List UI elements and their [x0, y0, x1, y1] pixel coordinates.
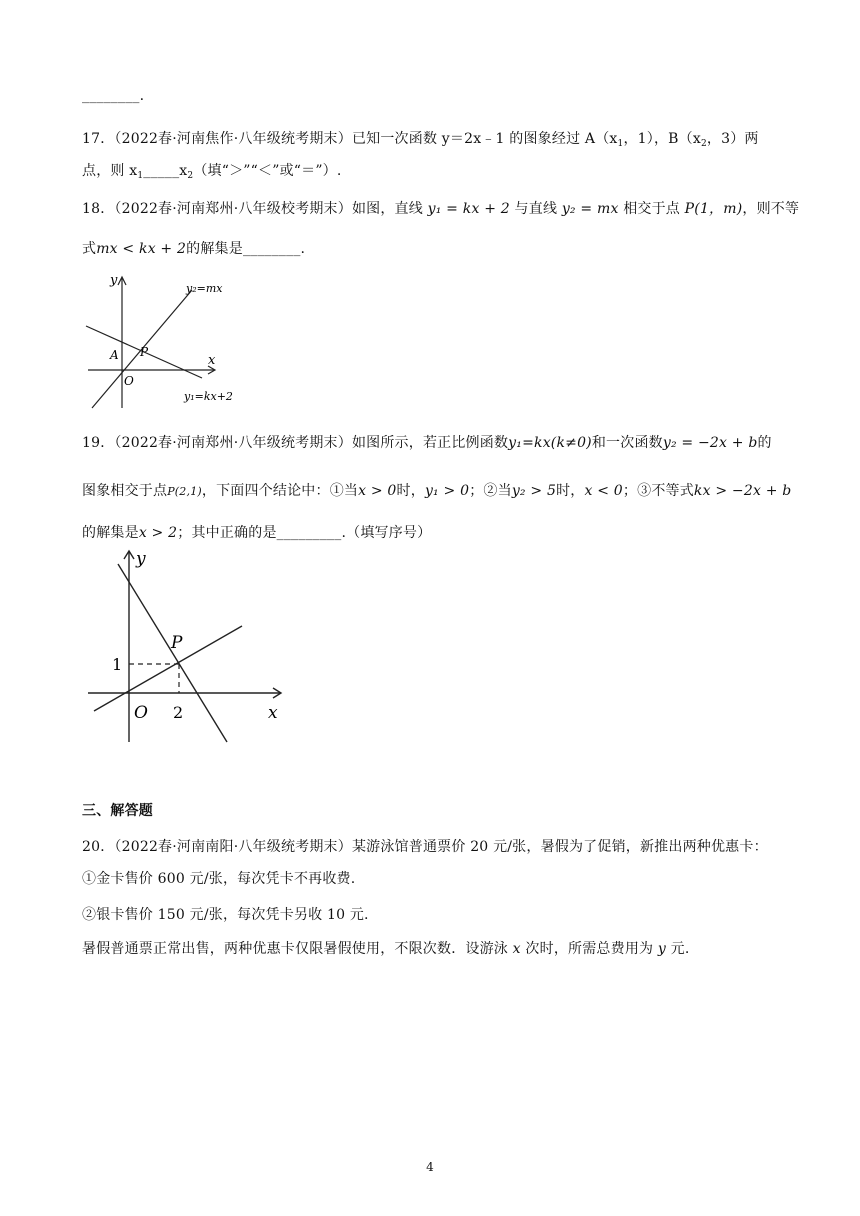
y-axis-label: y	[110, 273, 118, 288]
x-axis-label: x	[268, 703, 278, 723]
period: .	[139, 88, 145, 104]
subscript: 2	[700, 139, 707, 149]
q18-text: 的解集是	[186, 241, 243, 257]
q19-text: 如图所示，若正比例函数	[351, 435, 509, 451]
q20-text: 次时，所需总费用为	[525, 941, 654, 957]
q20-line-4	[82, 938, 690, 958]
equation: y₂ = mx	[561, 201, 619, 217]
q20-text: 某游泳馆普通票价 20 元/张，暑假为了促销，新推出两种优惠卡：	[351, 839, 768, 855]
q19-line-2	[82, 480, 791, 500]
q18-text: 如图，直线	[351, 201, 423, 217]
answer-blank[interactable]: _____	[143, 163, 180, 179]
q19-text: 图象相交于点	[82, 483, 168, 499]
subscript: 1	[137, 171, 144, 181]
q19-text: 和一次函数	[591, 435, 663, 451]
q19-text: ；②当	[469, 483, 512, 499]
variable: y	[657, 941, 666, 957]
q19-text: 的	[757, 435, 772, 451]
page-number: 4	[426, 1160, 434, 1174]
question-number: 19．	[82, 435, 115, 451]
answer-blank[interactable]: ________	[242, 241, 301, 257]
q17-text: ，1），B（x	[623, 131, 701, 147]
q20-text: 暑假普通票正常出售，两种优惠卡仅限暑假使用，不限次数．设游泳	[82, 941, 508, 957]
y-tick-label: 1	[112, 655, 123, 674]
q18-text: 相交于点	[623, 201, 681, 217]
subscript: 1	[617, 139, 624, 149]
q18-line-2	[82, 238, 305, 258]
q19-text: ；其中正确的是	[177, 525, 277, 541]
question-source: （2022春·河南郑州·八年级校考期末）	[114, 201, 352, 217]
point-label: P(1，m)	[684, 201, 743, 217]
section-heading: 三、解答题	[82, 803, 153, 819]
question-source: （2022春·河南焦作·八年级统考期末）	[114, 131, 352, 147]
period: .	[300, 241, 306, 257]
q18-text: 式	[82, 241, 97, 257]
q16-answer-line	[82, 88, 144, 104]
q18-figure	[84, 268, 254, 413]
question-number: 18．	[82, 201, 115, 217]
x-axis-label: x	[208, 353, 216, 368]
origin-label: O	[124, 374, 134, 388]
q17-text: 已知一次函数 y＝2x﹣1 的图象经过 A（x	[351, 131, 618, 147]
q19-text: ，下面四个结论中：①当	[201, 483, 359, 499]
equation: y₁ = kx + 2	[427, 201, 510, 217]
q20-line-1	[82, 836, 768, 856]
q19-text: .（填写序号）	[341, 525, 432, 541]
condition: y₁ > 0	[424, 483, 470, 499]
question-source: （2022春·河南南阳·八年级统考期末）	[114, 839, 352, 855]
condition: x > 0	[358, 483, 397, 499]
q17-line-1	[82, 128, 759, 149]
q17-line-2	[82, 160, 342, 181]
condition: y₂ > 5	[511, 483, 557, 499]
q20-item-1: ①金卡售价 600 元/张，每次凭卡不再收费.	[82, 871, 356, 887]
point-p-label: P	[140, 345, 149, 359]
condition: x < 0	[584, 483, 623, 499]
inequality: kx > −2x + b	[693, 483, 792, 499]
condition: x > 2	[138, 525, 178, 541]
equation: y₂ = −2x + b	[662, 435, 758, 451]
q19-text: 时，	[396, 483, 425, 499]
question-source: （2022春·河南郑州·八年级统考期末）	[114, 435, 352, 451]
inequality: mx < kx + 2	[96, 241, 187, 257]
question-number: 17．	[82, 131, 115, 147]
equation: y₁=kx(k≠0)	[508, 435, 592, 451]
origin-label: O	[134, 703, 148, 723]
q19-text: ；③不等式	[622, 483, 694, 499]
q18-text: ，则不等	[742, 201, 800, 217]
q18-line-1	[82, 198, 799, 218]
q20-text: 元.	[670, 941, 690, 957]
answer-blank[interactable]: ________	[82, 88, 140, 104]
q19-figure	[84, 546, 304, 746]
point-label: P(2,1)	[167, 485, 202, 498]
question-number: 20．	[82, 839, 115, 855]
q17-text: ，3）两	[706, 131, 759, 147]
variable: x	[512, 941, 521, 957]
point-p-label: P	[171, 633, 183, 653]
line-y2-label: y₂=mx	[186, 282, 223, 295]
q19-line-1	[82, 432, 772, 452]
point-a-label: A	[110, 348, 119, 362]
q17-text: （填“＞”“＜”或“＝”）.	[193, 163, 342, 179]
x-tick-label: 2	[173, 703, 184, 722]
line-y1-label: y₁=kx+2	[184, 390, 233, 403]
q20-item-2: ②银卡售价 150 元/张，每次凭卡另收 10 元.	[82, 907, 369, 923]
q19-line-3	[82, 522, 431, 542]
q18-text: 与直线	[514, 201, 558, 217]
q17-text: x	[179, 163, 188, 179]
q19-text: 的解集是	[82, 525, 139, 541]
q17-text: 点，则 x	[82, 163, 138, 179]
subscript: 2	[187, 171, 194, 181]
y-axis-label: y	[136, 549, 146, 569]
answer-blank[interactable]: _________	[276, 525, 342, 541]
q19-text: 时，	[556, 483, 585, 499]
